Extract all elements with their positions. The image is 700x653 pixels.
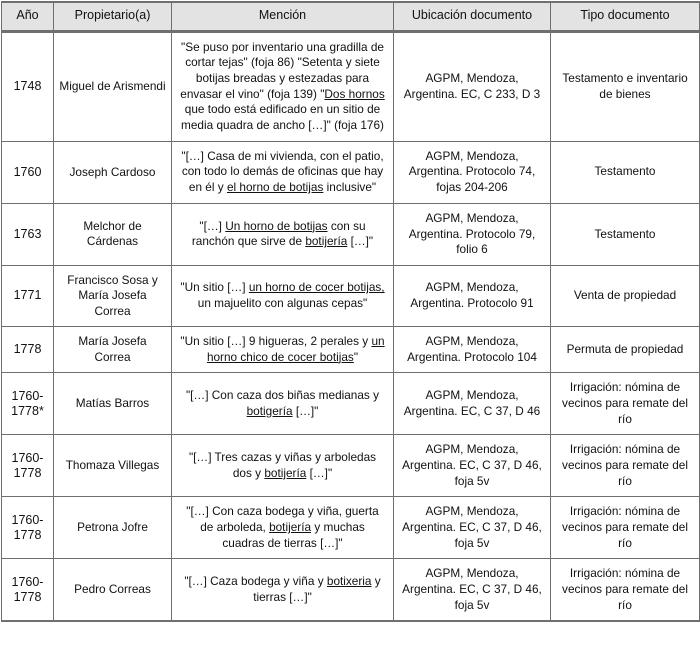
cell-ubicacion: AGPM, Mendoza, Argentina. EC, C 37, D 46, foja 5v [394, 497, 551, 559]
column-header-propietario: Propietario(a) [54, 2, 172, 31]
cell-propietario: Francisco Sosa y María Josefa Correa [54, 265, 172, 326]
mencion-text: "Setenta y siete botijas breadas y estezadas para envasar el vino" (foja 139) [180, 55, 380, 101]
mencion-underlined-term: botigería [246, 403, 293, 418]
mencion-text: con su ranchón que sirve de [191, 218, 366, 249]
cell-propietario: Petrona Jofre [54, 497, 172, 559]
cell-propietario: Matías Barros [54, 373, 172, 435]
mencion-text: " [320, 86, 325, 101]
cell-ubicacion: AGPM, Mendoza, Argentina. EC, C 233, D 3 [394, 31, 551, 141]
cell-ubicacion: AGPM, Mendoza, Argentina. Protocolo 74, fojas 204-206 [394, 141, 551, 203]
mencion-text: "[…] [199, 218, 226, 233]
cell-anio: 1748 [2, 31, 54, 141]
table-row [2, 31, 700, 141]
cell-tipo: Testamento [551, 141, 700, 203]
cell-tipo: Irrigación: nómina de vecinos para remate del río [551, 373, 700, 435]
cell-ubicacion: AGPM, Mendoza, Argentina. Protocolo 79, folio 6 [394, 203, 551, 265]
mencion-underlined-term: el horno de botijas [226, 180, 324, 195]
mencion-text: y muchas cuadras de tierras […]" [222, 520, 365, 550]
cell-mencion [172, 31, 394, 141]
cell-anio: 1760-1778* [2, 373, 54, 435]
cell-anio: 1760-1778 [2, 559, 54, 622]
cell-propietario: Joseph Cardoso [54, 141, 172, 203]
table-header [2, 2, 700, 31]
cell-propietario: Thomaza Villegas [54, 435, 172, 497]
cell-anio: 1778 [2, 326, 54, 372]
cell-tipo: Irrigación: nómina de vecinos para remate del río [551, 435, 700, 497]
table-row [2, 559, 700, 622]
cell-mencion [172, 141, 394, 203]
table-row [2, 497, 700, 559]
mencion-text: "[…] Con caza bodega y viña, guerta de arboleda, [186, 504, 379, 535]
table-container [0, 1, 700, 622]
table-row [2, 435, 700, 497]
mencion-text: "Un sitio […] 9 higueras, 2 perales y [180, 333, 372, 348]
cell-anio: 1760 [2, 141, 54, 203]
mencion-underlined-term: un horno de cocer botijas, [248, 280, 385, 295]
cell-tipo: Venta de propiedad [551, 265, 700, 326]
table-row [2, 141, 700, 203]
cell-propietario: María Josefa Correa [54, 326, 172, 372]
cell-propietario: Miguel de Arismendi [54, 31, 172, 141]
cell-propietario: Melchor de Cárdenas [54, 203, 172, 265]
column-header-anio: Año [2, 2, 54, 31]
cell-anio: 1760-1778 [2, 435, 54, 497]
table-row [2, 265, 700, 326]
mencion-underlined-term: botixeria [326, 574, 372, 589]
cell-tipo: Testamento [551, 203, 700, 265]
cell-anio: 1771 [2, 265, 54, 326]
cell-anio: 1763 [2, 203, 54, 265]
mencion-underlined-term: Un horno de botijas [225, 218, 328, 233]
cell-mencion [172, 435, 394, 497]
cell-tipo: Irrigación: nómina de vecinos para remate del río [551, 497, 700, 559]
table-row [2, 203, 700, 265]
mencion-underlined-term: botijería [305, 234, 348, 249]
cell-mencion [172, 326, 394, 372]
mencion-text: "[…] Tres cazas y viñas y arboledas dos y [188, 450, 377, 480]
mencion-text: "[…] Casa de mi vivienda, con el patio, con todo lo demás de oficinas que hay en él y [181, 148, 384, 195]
header-row [2, 2, 700, 31]
mencion-underlined-term: Dos hornos [324, 86, 385, 101]
cell-ubicacion: AGPM, Mendoza, Argentina. Protocolo 104 [394, 326, 551, 372]
mentions-table [1, 1, 700, 622]
mencion-underlined-term: botijería [264, 465, 307, 480]
cell-ubicacion: AGPM, Mendoza, Argentina. Protocolo 91 [394, 265, 551, 326]
mencion-underlined-term: un horno chico de cocer botijas [206, 333, 385, 364]
mencion-underlined-term: botijería [269, 520, 312, 535]
cell-anio: 1760-1778 [2, 497, 54, 559]
mencion-text: un majuelito con algunas cepas" [197, 295, 368, 310]
mencion-text: "Se puso por inventario una gradilla de cortar tejas" (foja 86) [181, 39, 384, 70]
cell-tipo: Permuta de propiedad [551, 326, 700, 372]
mencion-text: que todo está edificado en un sitio de media quadra de ancho […]" (foja 176) [181, 102, 384, 133]
cell-mencion [172, 203, 394, 265]
column-header-tipo: Tipo documento [551, 2, 700, 31]
cell-mencion [172, 559, 394, 622]
column-header-mencion: Mención [172, 2, 394, 31]
cell-ubicacion: AGPM, Mendoza, Argentina. EC, C 37, D 46, foja 5v [394, 435, 551, 497]
mencion-text: inclusive" [323, 180, 377, 195]
table-row [2, 373, 700, 435]
mencion-text: "Un sitio […] [180, 280, 249, 295]
cell-mencion [172, 373, 394, 435]
cell-mencion [172, 265, 394, 326]
mencion-text: […]" [306, 465, 333, 480]
mencion-text: […]" [347, 234, 374, 249]
cell-ubicacion: AGPM, Mendoza, Argentina. EC, C 37, D 46 [394, 373, 551, 435]
mencion-text: […]" [292, 403, 319, 418]
cell-propietario: Pedro Correas [54, 559, 172, 622]
cell-tipo: Testamento e inventario de bienes [551, 31, 700, 141]
mencion-text: " [353, 349, 359, 364]
cell-tipo: Irrigación: nómina de vecinos para remate del río [551, 559, 700, 622]
mencion-text: "[…] Caza bodega y viña y [184, 574, 327, 589]
table-body [2, 31, 700, 621]
cell-ubicacion: AGPM, Mendoza, Argentina. EC, C 37, D 46, foja 5v [394, 559, 551, 622]
mencion-text: y tierras […]" [253, 574, 381, 604]
mencion-text: "[…] Con caza dos biñas medianas y [185, 388, 380, 403]
cell-mencion [172, 497, 394, 559]
table-row [2, 326, 700, 372]
column-header-ubicacion: Ubicación documento [394, 2, 551, 31]
